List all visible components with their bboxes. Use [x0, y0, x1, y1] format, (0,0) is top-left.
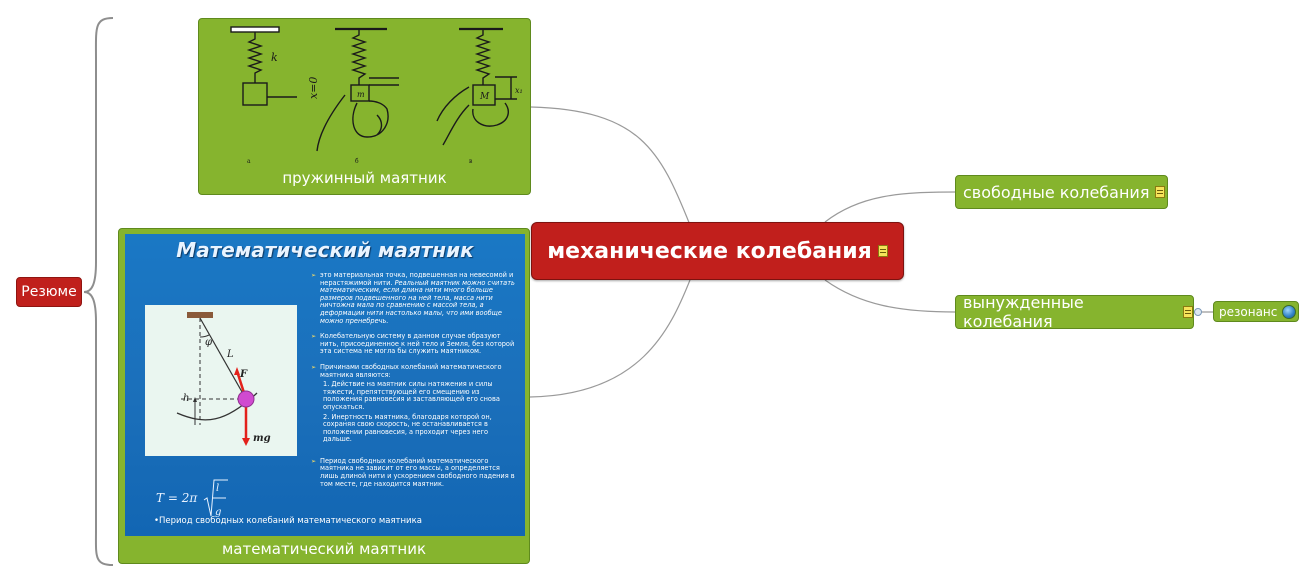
label-k: k [271, 51, 278, 64]
topic-free-oscillations-label: свободные колебания [963, 182, 1150, 202]
pendulum-figure [145, 305, 297, 456]
label-F: F [240, 369, 248, 380]
topic-resonance[interactable] [1213, 301, 1299, 322]
label-m: m [357, 90, 365, 99]
label-mg: mg [253, 433, 271, 444]
label-b: б [355, 158, 359, 165]
formula-caption: •Период свободных колебаний математического маятника [154, 516, 422, 526]
spring-pendulum-image [207, 25, 523, 177]
central-topic[interactable] [531, 222, 904, 280]
label-x1: x₁ [515, 86, 523, 95]
note-icon[interactable] [878, 245, 888, 257]
slide-bullet: ➢ Причинами свободных колебаний математического маятника являются: [311, 364, 519, 379]
formula-den: g [215, 507, 222, 518]
label-M: M [480, 92, 490, 102]
slide-bullet: ➢ Период свободных колебаний математического маятника не зависит от его массы, а определяется лишь длиной нити и ускорением свободного падения в том месте, где находится маятник. [311, 458, 519, 488]
topic-forced-oscillations-label: вынужденные колебания [963, 293, 1084, 331]
connector-math [530, 280, 690, 397]
topic-math-pendulum-label: математический маятник [221, 540, 427, 558]
label-x0: x=0 [307, 76, 320, 99]
connector-spring [531, 107, 690, 225]
math-pendulum-slide-image [125, 234, 525, 536]
label-a: а [247, 158, 251, 165]
slide-sub-item: 2. Инертность маятника, благодаря которой он, сохраняя свою скорость, не останавливается в положении равновесия, а проходит через него дальше. [323, 412, 492, 444]
formula-lhs: T = 2π [156, 491, 198, 505]
bullet-text: это материальная точка, подвешенная на невесомой и нерастяжимой нити. [320, 271, 514, 287]
connector-free [825, 192, 955, 222]
summary-brace [84, 18, 113, 565]
period-formula [150, 474, 270, 520]
central-topic-label: механические колебания [547, 238, 872, 264]
slide-bullet: ➢ Колебательную систему в данном случае образуют нить, присоединенное к ней тело и Земля, без которой эта система не могла бы служить маятником. [311, 333, 519, 356]
note-icon[interactable] [1183, 306, 1193, 318]
collapse-dot [1195, 309, 1202, 316]
label-L: L [227, 349, 234, 360]
label-c: в [469, 158, 473, 165]
slide-sub-item: 1. Действие на маятник силы натяжения и силы тяжести, препятствующей его смещению из положения равновесия и заставляющей его снова опускаться. [323, 380, 500, 411]
label-phi: φ [205, 337, 213, 348]
topic-resonance-label: резонанс [1219, 304, 1278, 319]
slide-bullet [311, 272, 519, 325]
globe-link-icon[interactable] [1282, 305, 1296, 319]
connector-forced [825, 280, 955, 312]
summary-node[interactable] [16, 277, 82, 307]
slide-title: Математический маятник [176, 238, 474, 262]
summary-label: Резюме [21, 284, 77, 300]
formula-num: l [216, 483, 220, 494]
topic-spring-pendulum-label: пружинный маятник [282, 169, 447, 187]
topic-forced-oscillations[interactable] [955, 295, 1194, 329]
topic-math-pendulum[interactable] [118, 228, 530, 564]
topic-spring-pendulum[interactable] [198, 18, 531, 195]
bullet-text-italic: Реальный маятник можно считать математическим, если длина нити много больше размеров подвешенного на ней тела, масса нити ничтожна мала по сравнению с массой тела, а деформации нити настолько малы, что ими вообще можно пренебречь. [320, 278, 515, 325]
note-icon[interactable] [1155, 186, 1165, 198]
label-h: h [183, 393, 190, 404]
slide-text [311, 272, 519, 496]
topic-free-oscillations[interactable] [955, 175, 1168, 209]
